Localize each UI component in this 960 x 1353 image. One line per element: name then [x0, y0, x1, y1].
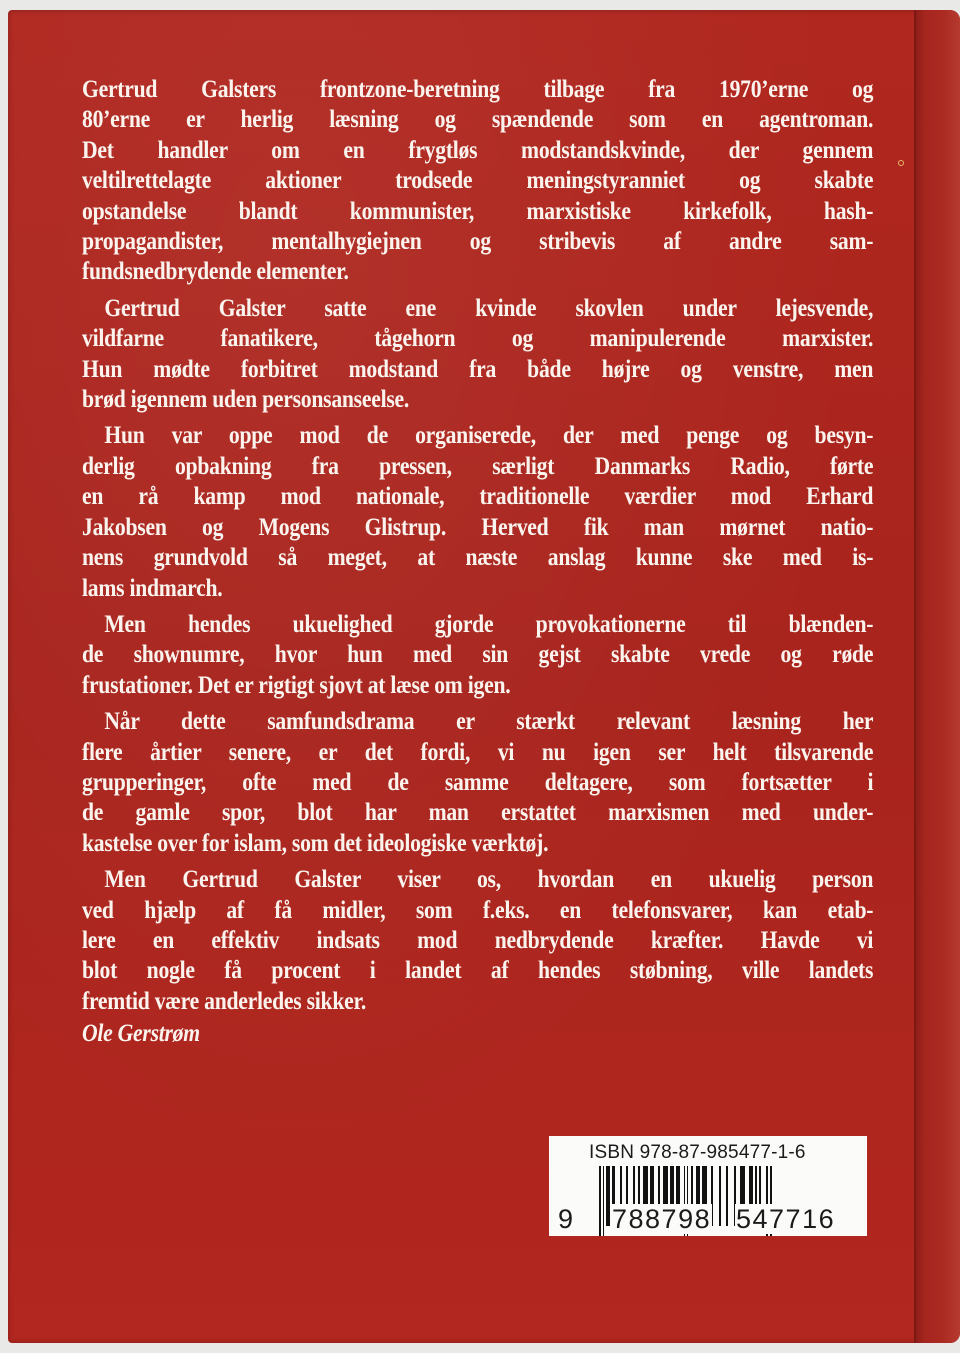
blurb-line: de gamle spor, blot har man erstattet marxismen med under-: [82, 799, 874, 827]
blurb-text: [82, 75, 873, 1050]
isbn-barcode-label: [549, 1136, 867, 1236]
blurb-line: frustationer. Det er rigtigt sjovt at læse om igen.: [82, 671, 511, 699]
blurb-line: opstandelse blandt kommunister, marxistiske kirkefolk, hash-: [82, 197, 874, 225]
ean-left-digits: 788798: [612, 1204, 712, 1234]
blurb-line: Hun mødte forbitret modstand fra både højre og venstre, men: [82, 355, 874, 383]
blurb-paragraph-6: [82, 865, 873, 1017]
blurb-line: en rå kamp mod nationale, traditionelle værdier mod Erhard: [82, 483, 874, 511]
blurb-line: de shownumre, hvor hun med sin gejst skabte vrede og røde: [82, 641, 874, 669]
blurb-line: fremtid være anderledes sikker.: [82, 987, 367, 1015]
blurb-line: lams indmarch.: [82, 574, 223, 602]
blurb-line: Jakobsen og Mogens Glistrup. Herved fik man mørnet natio-: [82, 513, 874, 541]
blurb-paragraph-2: [82, 294, 873, 416]
blurb-paragraph-1: [82, 75, 873, 288]
blurb-line: lere en effektiv indsats mod nedbrydende kræfter. Havde vi: [82, 926, 874, 954]
blurb-line: Det handler om en frygtløs modstandskvinde, der gennem: [82, 136, 874, 164]
blurb-line: derlig opbakning fra pressen, særligt Danmarks Radio, førte: [82, 452, 874, 480]
author-signature: Ole Gerstrøm: [82, 1020, 200, 1048]
blurb-line: brød igennem uden personsanseelse.: [82, 386, 410, 414]
blurb-line: flere årtier senere, er det fordi, vi nu igen ser helt tilsvarende: [82, 738, 874, 766]
blurb-paragraph-4: [82, 610, 873, 701]
isbn-number: ISBN 978-87-985477-1-6: [589, 1142, 806, 1163]
book-back-cover: [8, 10, 960, 1343]
blurb-line: fundsnedbrydende elementer.: [82, 258, 349, 286]
blurb-paragraph-5: [82, 707, 873, 859]
blurb-line: ved hjælp af få midler, som f.eks. en telefonsvarer, kan etab-: [82, 896, 874, 924]
blurb-line: blot nogle få procent i landet af hendes støbning, ville landets: [82, 957, 874, 985]
blurb-line: Gertrud Galsters frontzone-beretning tilbage fra 1970’erne og: [82, 76, 874, 103]
blurb-line: 80’erne er herlig læsning og spændende som en agentroman.: [82, 106, 874, 134]
ean-right-digits: 547716: [736, 1204, 836, 1234]
blurb-line: kastelse over for islam, som det ideologiske værktøj.: [82, 829, 549, 857]
blurb-line: grupperinger, ofte med de samme deltagere, som fortsætter i: [82, 768, 874, 796]
book-spine: [914, 10, 960, 1343]
blurb-line: propagandister, mentalhygiejnen og stribevis af andre sam-: [82, 228, 874, 256]
blurb-line: Hun var oppe mod de organiserede, der med penge og besyn-: [104, 422, 874, 450]
blurb-line: Men hendes ukuelighed gjorde provokationerne til blænden-: [104, 610, 874, 638]
blurb-line: Men Gertrud Galster viser os, hvordan en ukuelig person: [104, 866, 874, 894]
blurb-line: veltilrettelagte aktioner trodsede meningstyranniet og skabte: [82, 167, 874, 195]
spine-mark: [898, 160, 904, 166]
blurb-line: vildfarne fanatikere, tågehorn og manipulerende marxister.: [82, 325, 874, 353]
blurb-paragraph-3: [82, 421, 873, 603]
ean-lead-digit: 9: [558, 1204, 574, 1234]
blurb-line: Gertrud Galster satte ene kvinde skovlen under lejesvende,: [104, 294, 874, 322]
blurb-line: nens grundvold så meget, at næste anslag kunne ske med is-: [82, 544, 874, 572]
blurb-line: Når dette samfundsdrama er stærkt relevant læsning her: [104, 708, 874, 736]
